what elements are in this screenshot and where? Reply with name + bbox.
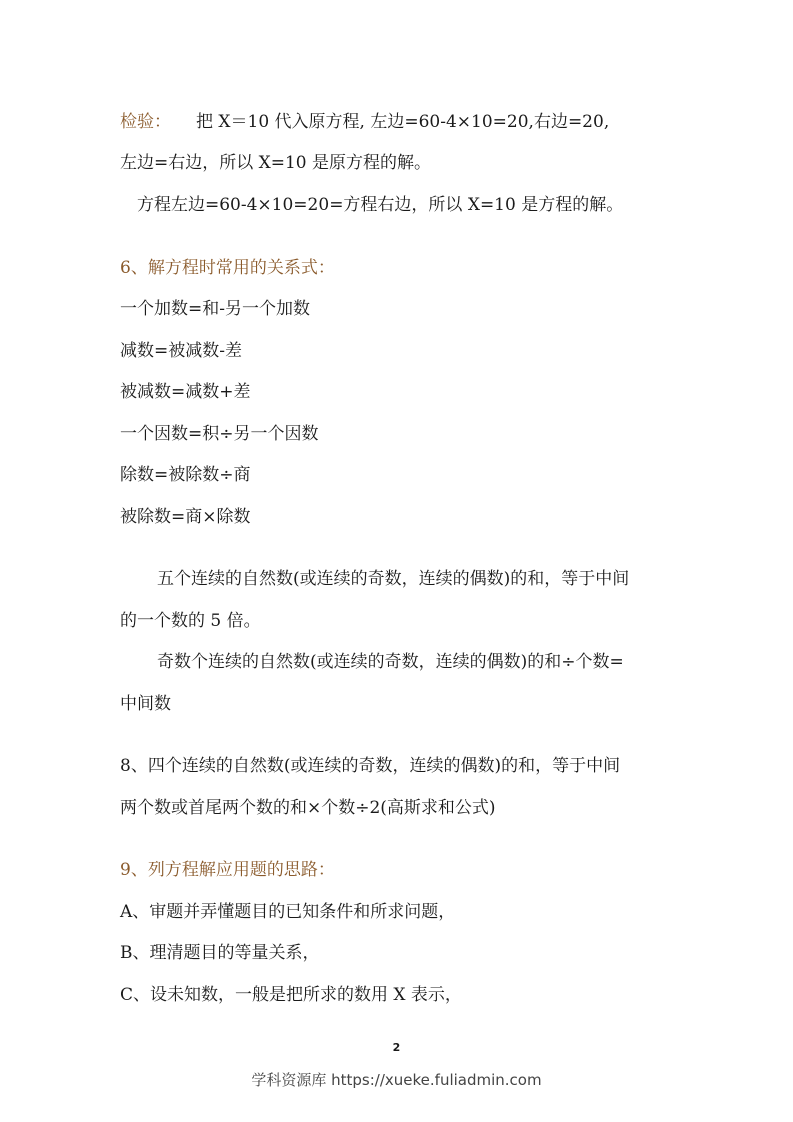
verify-line-3: 方程左边=60-4×10=20=方程右边，所以 X=10 是方程的解。 <box>137 195 624 215</box>
verify-line-2: 左边=右边，所以 X=10 是原方程的解。 <box>120 153 432 173</box>
relation-item: 除数=被除数÷商 <box>120 465 251 485</box>
step-item: A、审题并弄懂题目的已知条件和所求问题， <box>120 902 456 922</box>
section-9-heading: 9、列方程解应用题的思路： <box>120 860 335 880</box>
verify-text-1: 把 X＝10 代入原方程, 左边=60-4×10=20,右边=20, <box>196 112 610 132</box>
footer-watermark: 学科资源库 https://xueke.fuliadmin.com <box>251 1071 542 1089</box>
relation-item: 一个因数=积÷另一个因数 <box>120 424 319 444</box>
step-item: C、设未知数，一般是把所求的数用 X 表示， <box>120 985 462 1005</box>
relation-item: 被除数=商×除数 <box>120 507 251 527</box>
section-6-heading: 6、解方程时常用的关系式： <box>120 258 335 278</box>
relation-item: 减数=被减数-差 <box>120 341 242 361</box>
relation-item: 一个加数=和-另一个加数 <box>120 299 310 319</box>
relation-item: 被减数=减数+差 <box>120 382 251 402</box>
consecutive-p1-line-1: 五个连续的自然数(或连续的奇数，连续的偶数)的和，等于中间 <box>157 569 630 589</box>
verify-line-1 <box>120 111 609 133</box>
page-number: 2 <box>392 1041 401 1054</box>
consecutive-p2-line-2: 中间数 <box>120 694 171 714</box>
verify-label: 检验： <box>120 112 171 132</box>
step-item: B、理清题目的等量关系， <box>120 943 320 963</box>
section-8-line-2: 两个数或首尾两个数的和×个数÷2(高斯求和公式) <box>120 798 496 818</box>
consecutive-p2-line-1: 奇数个连续的自然数(或连续的奇数，连续的偶数)的和÷个数= <box>157 652 624 672</box>
consecutive-p1-line-2: 的一个数的 5 倍。 <box>120 611 261 631</box>
section-8-line-1: 8、四个连续的自然数(或连续的奇数，连续的偶数)的和，等于中间 <box>120 756 621 776</box>
